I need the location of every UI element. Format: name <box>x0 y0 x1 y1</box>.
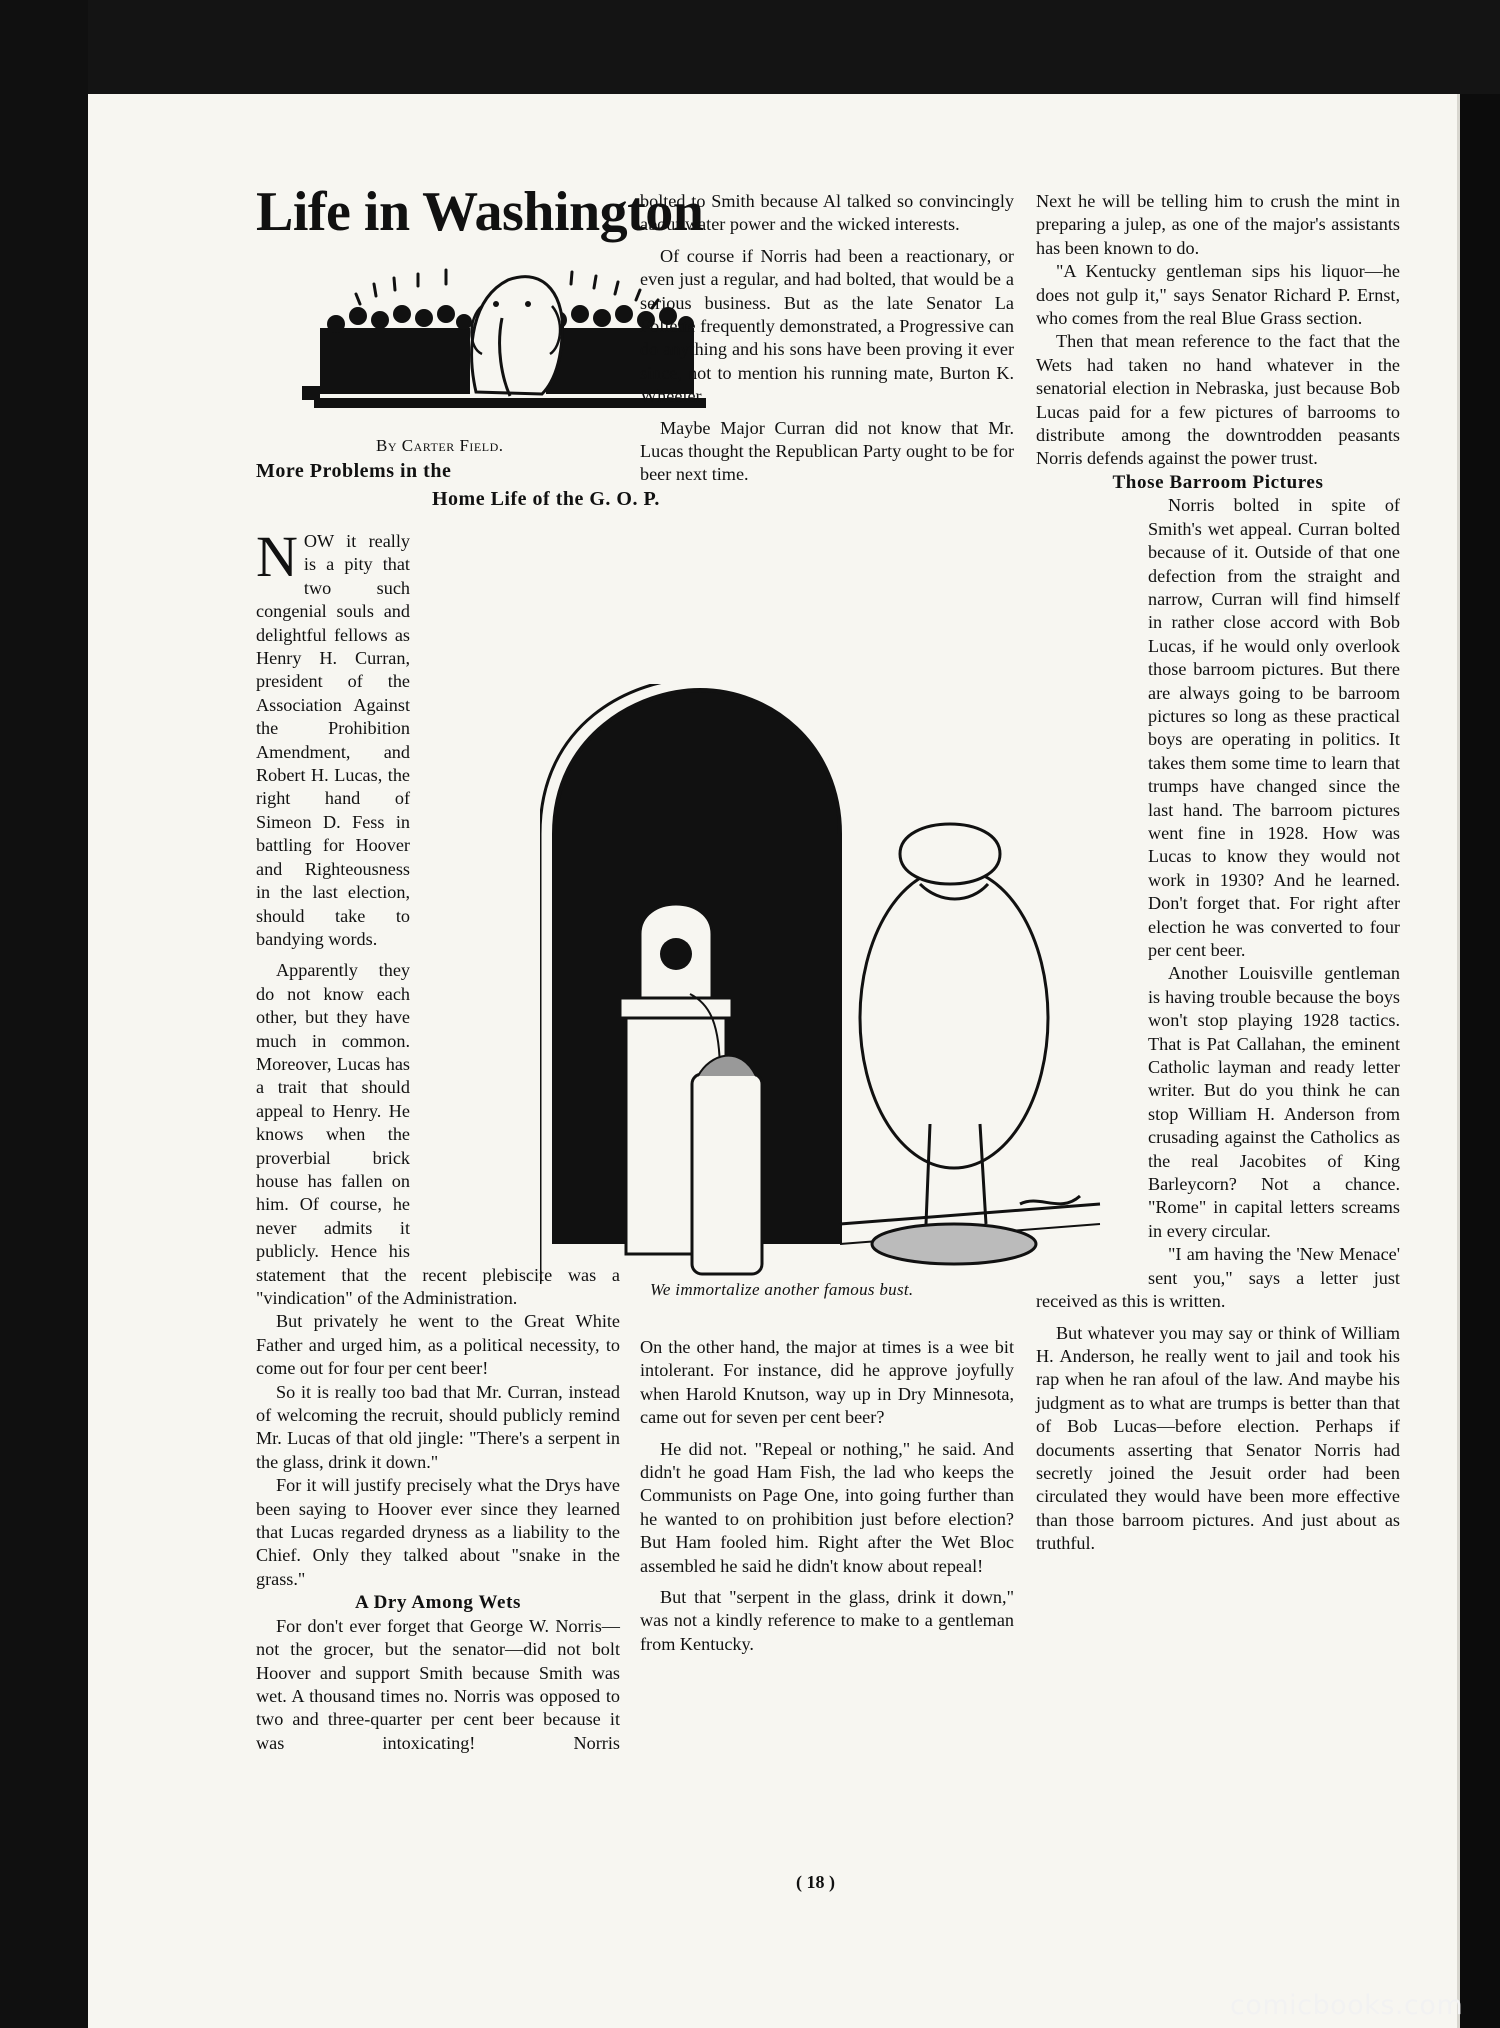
paragraph-text: OW it really is a pity that two such congenial souls and delightful fellows as Henry H. Curran, president of the Association Against the Prohibition Amendment, and Robert H. Lucas, the right hand of Simeon D. Fess in battling for Hoover and Righteousness in the last election, should take to bandying words. <box>256 531 410 949</box>
paragraph: He did not. "Repeal or nothing," he said. And didn't he goad Ham Fish, the lad who keeps the Communists on Page One, into going further than he wanted to on prohibition just before election? But Ham fooled him. Right after the Wet Bloc assembled he said he didn't know about repeal! <box>640 1438 1014 1576</box>
paragraph: Norris bolted in spite of Smith's wet appeal. Curran bolted because of it. Outside of that one defection from the straight and narrow, Curran will find himself in rather close accord with Bob Lucas, if he would only overlook those barroom pictures. But there are always going to be barroom pictures so long as these practical boys are operating in politics. It takes them some time to learn that trumps have changed since the last hand. The barroom pictures went fine in 1928. How was Lucas to know they would not work in 1930? And he learned. Don't forget that. For right after election he was converted to four per cent beer. <box>1148 495 1400 960</box>
bust-cartoon-illustration <box>540 684 1108 1294</box>
paragraph: So it is really too bad that Mr. Curran, instead of welcoming the recruit, should publicly remind Mr. Lucas of that old jingle: "There's a serpent in the glass, drink it down." <box>256 1381 620 1472</box>
column-2 <box>640 190 1014 487</box>
scan-border-top <box>0 0 1500 94</box>
byline: By Carter Field. <box>376 436 504 455</box>
cartoon-caption: We immortalize another famous bust. <box>650 1280 914 1299</box>
section-heading: A Dry Among Wets <box>354 1592 521 1614</box>
paragraph: But privately he went to the Great White Father and urged him, as a political necessity, to come out for four per cent beer! <box>256 1311 620 1379</box>
paragraph: But that "serpent in the glass, drink it down," was not a kindly reference to make to a gentleman from Kentucky. <box>640 1587 1014 1654</box>
scan-border-left <box>0 0 88 2028</box>
paragraph: Apparently they do not know each other, but they have much in common. Moreover, Lucas has a trait that should appeal to Henry. He knows when the proverbial brick house has fallen on him. Of course, he never admits it publicly. Hence his statement that the recent plebiscite was a "vindication" of the Administration. <box>256 960 620 1308</box>
paragraph: Next he will be telling him to crush the mint in preparing a julep, as one of the major's assistants has been known to do. <box>1036 191 1400 258</box>
paragraph: For it will justify precisely what the Drys have been saying to Hoover ever since they learned that Lucas regarded dryness as a liability to the Chief. Only they talked about "snake in the grass." <box>256 1475 620 1589</box>
column-2-lower <box>640 1336 1014 1656</box>
paragraph: For don't ever forget that George W. Norris—not the grocer, but the senator—did not bolt Hoover and support Smith because Smith was wet. A thousand times no. Norris was opposed to two and three-quarter per cent beer because it was intoxicating! Norris <box>256 1615 620 1753</box>
subheading-line-1: More Problems in the <box>256 460 452 482</box>
subheading-line-2: Home Life of the G. O. P. <box>432 488 660 510</box>
paragraph: Of course if Norris had been a reactionary, or even just a regular, and had bolted, that would be a serious business. But as the late Senator La Follette frequently demonstrated, a Progressive can do anything and his sons have been proving it ever since, not to mention his running mate, Burton K. Wheeler. <box>640 245 1014 407</box>
paragraph: Maybe Major Curran did not know that Mr. Lucas thought the Republican Party ought to be for beer next time. <box>640 417 1014 485</box>
paragraph: Then that mean reference to the fact that the Wets had taken no hand whatever in the senatorial election in Nebraska, just because Bob Lucas paid for a few pictures of barrooms to distribute among the downtrodden peasants Norris defends against the power trust. <box>1036 331 1400 469</box>
page-gutter <box>1460 94 1500 2028</box>
page-number: ( 18 ) <box>796 1872 835 1892</box>
cartoon-wrap-spacer <box>1036 824 1148 1274</box>
page-title: Life in Washington <box>256 181 704 243</box>
paragraph: "A Kentucky gentleman sips his liquor—he does not gulp it," says Senator Richard P. Ernst, who comes from the real Blue Grass section. <box>1036 261 1400 329</box>
paragraph: Another Louisville gentleman is having trouble because the boys won't stop playing 1928 tactics. That is Pat Callahan, the eminent Catholic layman and ready letter writer. But do you think he can stop William H. Anderson from crusading against the Catholics as the real Jacobites of King Barleycorn? Not a chance. "Rome" in capital letters screams in every circular. <box>1148 963 1400 1241</box>
scan-speck <box>4 1590 9 1618</box>
paragraph: bolted to Smith because Al talked so convincingly about water power and the wicked interests. <box>640 191 1014 235</box>
paragraph: On the other hand, the major at times is a wee bit intolerant. For instance, did he approve joyfully when Harold Knutson, way up in Dry Minnesota, came out for seven per cent beer? <box>640 1337 1014 1428</box>
drop-cap: N <box>256 524 298 589</box>
section-heading: Those Barroom Pictures <box>1112 471 1324 493</box>
paragraph: But whatever you may say or think of William H. Anderson, he really went to jail and took his rap when he ran afoul of the law. And maybe his judgment as to what are trumps is better than that of Bob Lucas—before election. Perhaps if documents asserting that Senator Norris had secretly joined the Jesuit order had been circulated they would have been more effective than those barroom pictures. And just about as truthful. <box>1036 1322 1400 1554</box>
watermark: comicbooks.com <box>1230 1990 1464 2021</box>
column-3 <box>1036 190 1400 1556</box>
paragraph: "I am having the 'New Menace' sent you," says a letter just received as this is written. <box>1036 1244 1400 1312</box>
